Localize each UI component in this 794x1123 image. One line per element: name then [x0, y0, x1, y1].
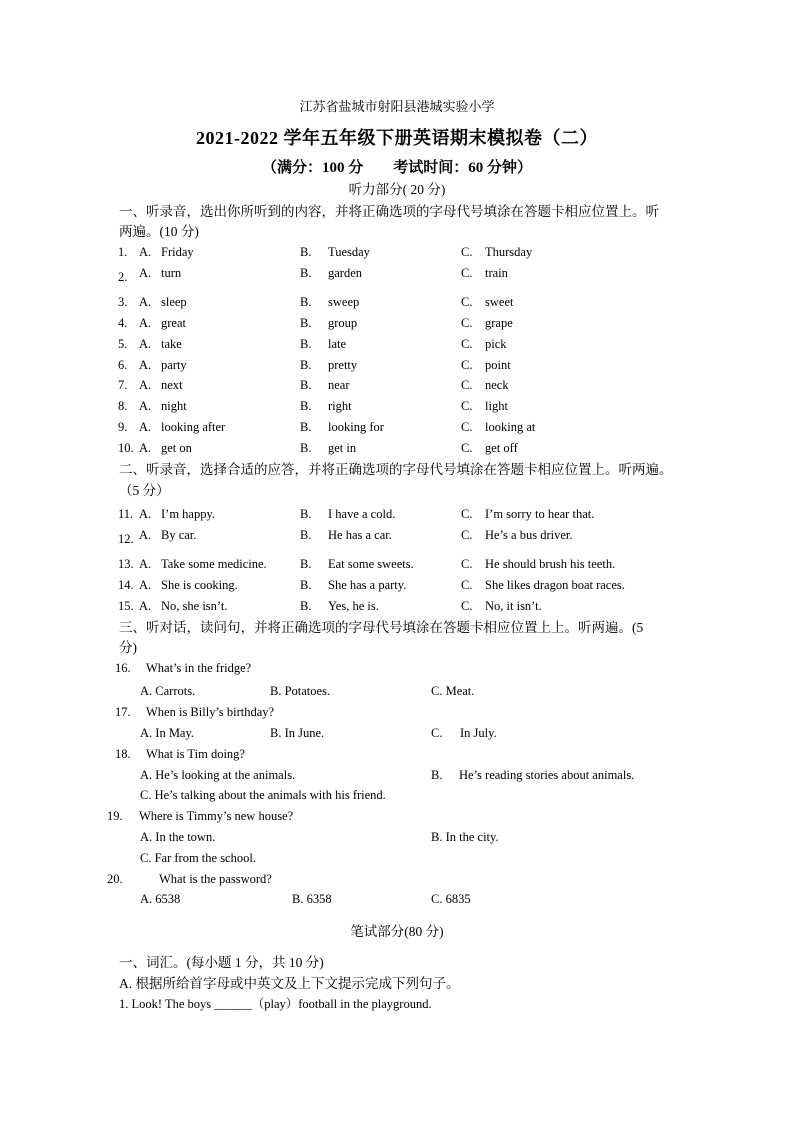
option-a: A. In the town.	[140, 830, 216, 844]
question-row	[0, 379, 794, 395]
option-c: In July.	[460, 726, 497, 740]
option-letter: B.	[300, 578, 312, 592]
option-letter: A.	[139, 266, 152, 280]
question-row	[0, 508, 794, 524]
question-number: 19.	[107, 809, 123, 823]
option-letter: A.	[139, 378, 152, 392]
option-letter: A.	[139, 337, 152, 351]
option-letter: C.	[431, 726, 443, 740]
option-b: garden	[328, 266, 363, 280]
option-c: train	[485, 266, 508, 280]
exam-title: 2021-2022 学年五年级下册英语期末模拟卷（二）	[196, 128, 598, 148]
option-a: night	[161, 399, 187, 413]
question-row	[0, 748, 794, 764]
question-number: 10.	[118, 441, 134, 455]
option-letter: B.	[300, 557, 312, 571]
question-number: 16.	[115, 661, 131, 675]
option-a: next	[161, 378, 183, 392]
option-b: group	[328, 316, 358, 330]
question-row	[0, 706, 794, 722]
option-a: sleep	[161, 295, 187, 309]
section1-instruction: 一、听录音，选出你所听到的内容，并将正确选项的字母代号填涂在答题卡相应位置上。听	[119, 204, 659, 219]
option-b: She has a party.	[328, 578, 407, 592]
question-row	[0, 400, 794, 416]
question-row	[0, 296, 794, 312]
option-letter: C.	[461, 378, 473, 392]
answer-row	[0, 769, 794, 785]
option-letter: A.	[139, 316, 152, 330]
option-letter: C.	[461, 420, 473, 434]
option-a: Take some medicine.	[161, 557, 267, 571]
question-row	[0, 529, 794, 545]
question-row	[0, 421, 794, 437]
option-letter: C.	[461, 245, 473, 259]
question-row	[0, 579, 794, 595]
question-number: 2.	[118, 270, 128, 284]
written-heading: 笔试部分(80 分)	[350, 924, 444, 939]
option-b: Yes, he is.	[328, 599, 379, 613]
option-a: looking after	[161, 420, 226, 434]
option-a: No, she isn’t.	[161, 599, 228, 613]
option-letter: A.	[139, 441, 152, 455]
question-number: 13.	[118, 557, 134, 571]
option-letter: B.	[300, 295, 312, 309]
option-letter: C.	[461, 266, 473, 280]
option-letter: A.	[139, 420, 152, 434]
option-letter: B.	[300, 316, 312, 330]
option-letter: A.	[139, 245, 152, 259]
option-c: He’s a bus driver.	[485, 528, 573, 542]
option-letter: B.	[300, 337, 312, 351]
answer-row	[0, 893, 794, 909]
question-row	[0, 267, 794, 283]
question-text: What is Tim doing?	[146, 747, 245, 761]
question-number: 18.	[115, 747, 131, 761]
answer-row	[0, 831, 794, 847]
option-letter: B.	[300, 378, 312, 392]
question-text: What’s in the fridge?	[146, 661, 252, 675]
option-c: pick	[485, 337, 507, 351]
option-letter: C.	[461, 578, 473, 592]
question-number: 6.	[118, 358, 128, 372]
question-row	[0, 246, 794, 262]
answer-row	[0, 852, 794, 868]
option-b: He’s reading stories about animals.	[459, 768, 635, 782]
question-number: 15.	[118, 599, 134, 613]
option-c: No, it isn’t.	[485, 599, 542, 613]
part-a-instruction: A. 根据所给首字母或中英文及上下文提示完成下列句子。	[119, 976, 460, 991]
option-b: Eat some sweets.	[328, 557, 414, 571]
question-row	[0, 338, 794, 354]
question-number: 7.	[118, 378, 128, 392]
option-b: I have a cold.	[328, 507, 396, 521]
question-number: 5.	[118, 337, 128, 351]
option-b: late	[328, 337, 347, 351]
option-letter: B.	[300, 245, 312, 259]
option-letter: B.	[300, 441, 312, 455]
question-number: 17.	[115, 705, 131, 719]
option-a: party	[161, 358, 187, 372]
option-c: C. He’s talking about the animals with his friend.	[140, 788, 386, 802]
option-letter: B.	[300, 358, 312, 372]
option-c: light	[485, 399, 508, 413]
section3-instruction-cont: 分)	[119, 640, 137, 655]
question-row	[0, 662, 794, 678]
option-letter: C.	[461, 441, 473, 455]
question-number: 12.	[118, 532, 134, 546]
option-c: neck	[485, 378, 509, 392]
answer-row	[0, 685, 794, 701]
option-b: looking for	[328, 420, 384, 434]
question-number: 4.	[118, 316, 128, 330]
listening-heading: 听力部分( 20 分)	[348, 182, 446, 197]
option-letter: C.	[461, 528, 473, 542]
question-row	[0, 317, 794, 333]
option-a: turn	[161, 266, 182, 280]
option-c: She likes dragon boat races.	[485, 578, 625, 592]
option-c: sweet	[485, 295, 514, 309]
question-row	[0, 359, 794, 375]
option-a: A. In May.	[140, 726, 195, 740]
option-letter: B.	[300, 420, 312, 434]
question-row	[0, 558, 794, 574]
question-number: 9.	[118, 420, 128, 434]
option-b: pretty	[328, 358, 358, 372]
option-a: A. Carrots.	[140, 684, 196, 698]
option-c: get off	[485, 441, 518, 455]
option-letter: A.	[139, 599, 152, 613]
option-letter: A.	[139, 507, 152, 521]
question-number: 20.	[107, 872, 123, 886]
option-letter: C.	[461, 316, 473, 330]
option-letter: A.	[139, 528, 152, 542]
option-a: A. 6538	[140, 892, 181, 906]
option-letter: C.	[461, 337, 473, 351]
section1-instruction-cont: 两遍。(10 分)	[119, 224, 199, 239]
option-b: Tuesday	[328, 245, 370, 259]
question-number: 8.	[118, 399, 128, 413]
option-letter: A.	[139, 557, 152, 571]
option-letter: A.	[139, 578, 152, 592]
option-letter: C.	[461, 507, 473, 521]
option-letter: B.	[300, 399, 312, 413]
option-c: I’m sorry to hear that.	[485, 507, 595, 521]
option-c: C. Meat.	[431, 684, 475, 698]
question-text: What is the password?	[159, 872, 272, 886]
vocab-heading: 一、词汇。(每小题 1 分，共 10 分)	[119, 955, 324, 970]
option-letter: C.	[461, 358, 473, 372]
option-b: B. Potatoes.	[270, 684, 331, 698]
option-letter: A.	[139, 358, 152, 372]
option-c: grape	[485, 316, 513, 330]
section3-instruction: 三、听对话，读问句，并将正确选项的字母代号填涂在答题卡相应位置上上。听两遍。(5	[119, 620, 644, 635]
section2-instruction: 二、听录音，选择合适的应答，并将正确选项的字母代号填涂在答题卡相应位置上。听两遍。	[119, 462, 673, 477]
question-number: 14.	[118, 578, 134, 592]
question-number: 3.	[118, 295, 128, 309]
option-a: A. He’s looking at the animals.	[140, 768, 296, 782]
option-letter: C.	[461, 399, 473, 413]
option-a: get on	[161, 441, 192, 455]
answer-row	[0, 789, 794, 805]
question-row	[0, 810, 794, 826]
option-b: get in	[328, 441, 357, 455]
option-a: Friday	[161, 245, 194, 259]
question-text: When is Billy’s birthday?	[146, 705, 275, 719]
option-b: B. In June.	[270, 726, 325, 740]
option-letter: C.	[461, 599, 473, 613]
option-letter: B.	[300, 507, 312, 521]
option-letter: B.	[431, 768, 443, 782]
option-b: He has a car.	[328, 528, 392, 542]
question-row	[0, 600, 794, 616]
option-a: By car.	[161, 528, 197, 542]
option-b: near	[328, 378, 350, 392]
fill-in-question-1: 1. Look! The boys ______（play）football in the playground.	[119, 997, 432, 1011]
question-row	[0, 873, 794, 889]
option-a: I’m happy.	[161, 507, 216, 521]
option-b: B. In the city.	[431, 830, 499, 844]
option-a: take	[161, 337, 182, 351]
section2-instruction-cont: （5 分）	[119, 483, 170, 498]
option-b: sweep	[328, 295, 360, 309]
question-row	[0, 442, 794, 458]
question-text: Where is Timmy’s new house?	[139, 809, 294, 823]
option-c: C. 6835	[431, 892, 471, 906]
option-letter: C.	[461, 295, 473, 309]
option-letter: A.	[139, 399, 152, 413]
answer-row	[0, 727, 794, 743]
option-letter: C.	[461, 557, 473, 571]
exam-subtitle: （满分：100 分 考试时间：60 分钟）	[261, 160, 532, 176]
option-c: point	[485, 358, 511, 372]
option-c: He should brush his teeth.	[485, 557, 616, 571]
question-number: 1.	[118, 245, 128, 259]
option-letter: B.	[300, 599, 312, 613]
option-b: right	[328, 399, 352, 413]
question-number: 11.	[118, 507, 134, 521]
school-name: 江苏省盐城市射阳县港城实验小学	[299, 99, 495, 114]
option-a: She is cooking.	[161, 578, 238, 592]
option-c: looking at	[485, 420, 536, 434]
option-letter: B.	[300, 528, 312, 542]
option-b: B. 6358	[292, 892, 332, 906]
option-letter: A.	[139, 295, 152, 309]
option-c: Thursday	[485, 245, 533, 259]
option-a: great	[161, 316, 186, 330]
option-letter: B.	[300, 266, 312, 280]
option-c: C. Far from the school.	[140, 851, 256, 865]
